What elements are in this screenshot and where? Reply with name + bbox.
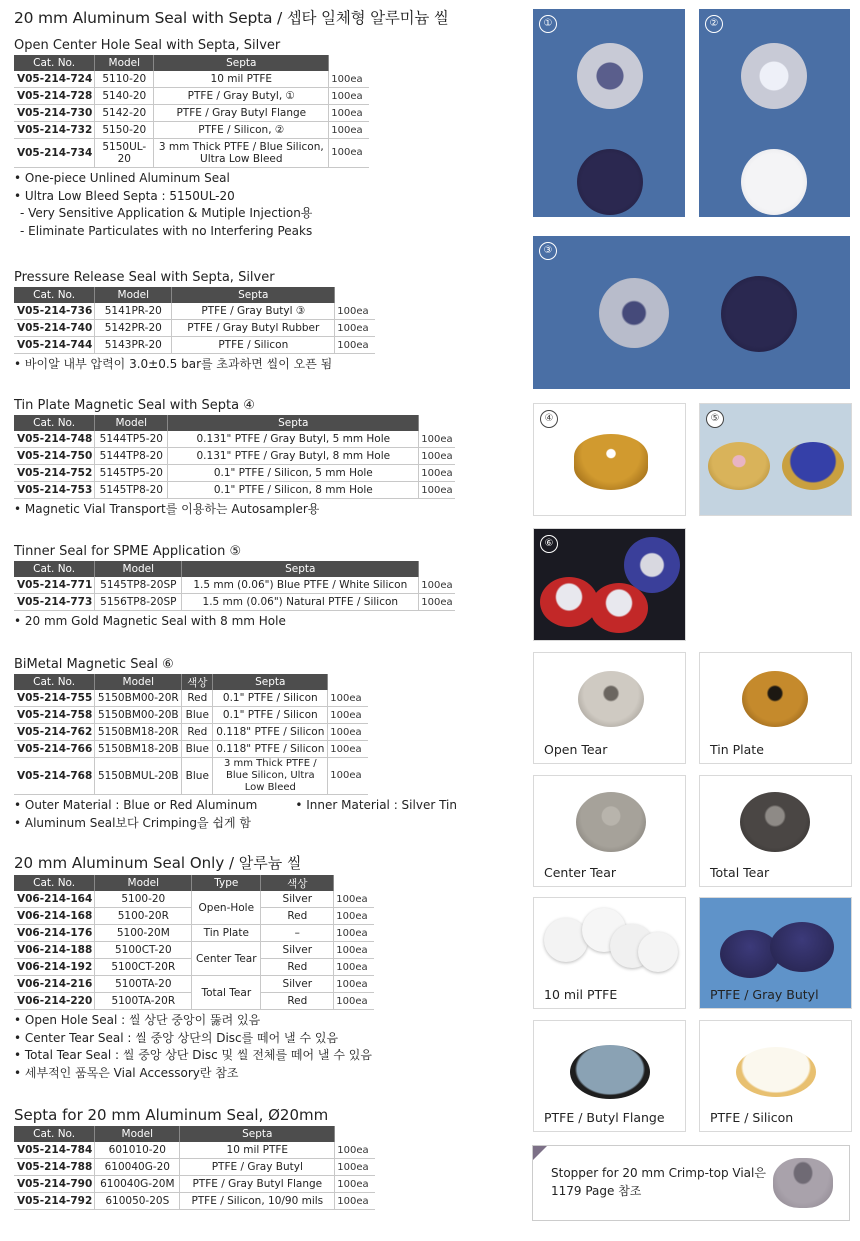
- table-row: V05-214-790 610040G-20M PTFE / Gray Butyl Flange 100ea: [14, 1176, 375, 1193]
- photo-butyl-flange: [533, 1020, 686, 1132]
- col-color: 색상: [261, 875, 334, 891]
- badge-6: ⑥: [540, 535, 558, 553]
- section-spme: [14, 544, 455, 631]
- center-tear-seal-icon: [576, 792, 646, 852]
- table-spme: [14, 561, 455, 611]
- col-color: 색상: [182, 674, 213, 690]
- table-row: V05-214-724 5110-20 10 mil PTFE 100ea: [14, 71, 369, 88]
- badge-5: ⑤: [706, 410, 724, 428]
- table-row: V05-214-750 5144TP8-20 0.131" PTFE / Gray Butyl, 8 mm Hole 100ea: [14, 448, 455, 465]
- table-open-center: [14, 55, 369, 168]
- badge-2: ②: [705, 15, 723, 33]
- section-heading: 20 mm Aluminum Seal Only / 알루늄 씰: [14, 854, 302, 872]
- col-model: Model: [95, 415, 168, 431]
- col-cat: Cat. No.: [14, 561, 95, 577]
- stopper-line-1: Stopper for 20 mm Crimp-top Vial은: [551, 1166, 766, 1180]
- table-septa: [14, 1126, 375, 1210]
- section-heading: Tinner Seal for SPME Application ⑤: [14, 544, 242, 559]
- section-tin-plate: [14, 398, 455, 519]
- seal-top-icon: [599, 278, 669, 348]
- col-septa: Septa: [180, 1126, 335, 1142]
- table-row: V05-214-728 5140-20 PTFE / Gray Butyl, ① 100ea: [14, 88, 369, 105]
- photo-silicon: [699, 1020, 852, 1132]
- table-row: V06-214-168 5100-20R Red 100ea: [14, 908, 374, 925]
- section-seal-only: [14, 852, 374, 1082]
- table-row: V05-214-755 5150BM00-20R Red 0.1" PTFE / Silicon 100ea: [14, 690, 368, 707]
- section-pressure-release: [14, 270, 375, 374]
- caption: Open Tear: [544, 742, 608, 757]
- seal-top-icon: [741, 43, 807, 109]
- table-row: V05-214-788 610040G-20 PTFE / Gray Butyl 100ea: [14, 1159, 375, 1176]
- section-heading: Tin Plate Magnetic Seal with Septa ④: [14, 398, 255, 413]
- photo-center-tear: [533, 775, 686, 887]
- col-cat: Cat. No.: [14, 287, 95, 303]
- table-row: V05-214-740 5142PR-20 PTFE / Gray Butyl Rubber 100ea: [14, 320, 375, 337]
- notes: • 바이알 내부 압력이 3.0±0.5 bar를 초과하면 씰이 오픈 됨: [14, 357, 333, 371]
- col-model: Model: [95, 561, 182, 577]
- col-cat: Cat. No.: [14, 1126, 95, 1142]
- table-bimetal: [14, 674, 368, 795]
- caption: PTFE / Silicon: [710, 1110, 794, 1125]
- seal-top-icon: [577, 43, 643, 109]
- gold-seal-icon: [574, 434, 648, 490]
- table-row: V05-214-773 5156TP8-20SP 1.5 mm (0.06") Natural PTFE / Silicon 100ea: [14, 594, 455, 611]
- gold-seal-icon: [708, 442, 770, 490]
- col-model: Model: [95, 875, 192, 891]
- table-row: V05-214-753 5145TP8-20 0.1" PTFE / Silicon, 8 mm Hole 100ea: [14, 482, 455, 499]
- badge-4: ④: [540, 410, 558, 428]
- col-septa: Septa: [182, 561, 419, 577]
- table-tin-plate: [14, 415, 455, 499]
- notes: • Outer Material : Blue or Red Aluminum • Inner Material : Silver Tin • Aluminum Seal보다 Crimping을 쉽게 함: [14, 798, 457, 830]
- col-model: Model: [95, 55, 154, 71]
- section-open-center: [14, 38, 369, 240]
- blue-seal-icon: [624, 537, 680, 593]
- table-row: V05-214-730 5142-20 PTFE / Gray Butyl Flange 100ea: [14, 105, 369, 122]
- blue-seal-icon: [782, 442, 844, 490]
- table-row: V06-214-192 5100CT-20R Red 100ea: [14, 959, 374, 976]
- section-septa: [14, 1106, 375, 1210]
- caption: PTFE / Gray Butyl: [710, 987, 819, 1002]
- col-septa: Septa: [168, 415, 419, 431]
- col-type: Type: [192, 875, 261, 891]
- section-heading: BiMetal Magnetic Seal ⑥: [14, 657, 174, 672]
- table-row: V06-214-220 5100TA-20R Red 100ea: [14, 993, 374, 1010]
- catalog-left: [14, 6, 514, 33]
- col-septa: Septa: [213, 674, 328, 690]
- page-title: 20 mm Aluminum Seal with Septa / 셉타 일체형 알루미늄 씰: [14, 9, 449, 27]
- table-row: V05-214-734 5150UL-20 3 mm Thick PTFE / Blue Silicon, Ultra Low Bleed 100ea: [14, 139, 369, 168]
- col-model: Model: [95, 287, 172, 303]
- badge-1: ①: [539, 15, 557, 33]
- tin-plate-seal-icon: [742, 671, 808, 727]
- section-heading: Septa for 20 mm Aluminum Seal, Ø20mm: [14, 1106, 329, 1124]
- butyl-disc-icon: [770, 922, 834, 972]
- septa-bottom-icon: [577, 149, 643, 215]
- photo-1: [533, 9, 685, 217]
- badge-3: ③: [539, 242, 557, 260]
- caption: PTFE / Butyl Flange: [544, 1110, 665, 1125]
- photo-10mil-ptfe: [533, 897, 686, 1009]
- section-heading: Open Center Hole Seal with Septa, Silver: [14, 38, 281, 53]
- stopper-line-2: 1179 Page 참조: [551, 1184, 642, 1198]
- photo-5: [699, 403, 852, 516]
- col-model: Model: [95, 674, 182, 690]
- total-tear-seal-icon: [740, 792, 810, 852]
- table-row: V05-214-736 5141PR-20 PTFE / Gray Butyl ③ 100ea: [14, 303, 375, 320]
- caption: Center Tear: [544, 865, 617, 880]
- table-row: V06-214-188 5100CT-20 Center Tear Silver 100ea: [14, 942, 374, 959]
- notes: • 20 mm Gold Magnetic Seal with 8 mm Hole: [14, 614, 286, 628]
- ptfe-disc-icon: [544, 918, 588, 962]
- caption: Total Tear: [710, 865, 770, 880]
- stopper-icon: [773, 1158, 833, 1208]
- table-seal-only: [14, 875, 374, 1010]
- table-row: V05-214-766 5150BM18-20B Blue 0.118" PTFE / Silicon 100ea: [14, 741, 368, 758]
- septa-bottom-icon: [721, 276, 797, 352]
- col-cat: Cat. No.: [14, 674, 95, 690]
- septa-bottom-icon: [741, 149, 807, 215]
- caption: Tin Plate: [710, 742, 764, 757]
- col-septa: Septa: [154, 55, 329, 71]
- table-row: V05-214-762 5150BM18-20R Red 0.118" PTFE / Silicon 100ea: [14, 724, 368, 741]
- flange-septa-icon: [570, 1045, 650, 1099]
- table-row: V05-214-784 601010-20 10 mil PTFE 100ea: [14, 1142, 375, 1159]
- section-heading: Pressure Release Seal with Septa, Silver: [14, 270, 275, 285]
- photo-gray-butyl: [699, 897, 852, 1009]
- photo-2: [699, 9, 850, 217]
- corner-mark: [533, 1146, 547, 1160]
- silicon-septa-icon: [736, 1047, 816, 1097]
- notes: • One-piece Unlined Aluminum Seal • Ultra Low Bleed Septa : 5150UL-20 - Very Sensitive Application & Mutiple Injection용 - Eliminate Particulates with no Interfering Peaks: [14, 171, 313, 238]
- section-bimetal: [14, 657, 457, 832]
- photo-3: [533, 236, 850, 389]
- notes: • Open Hole Seal : 씰 상단 중앙이 뚫려 있음 • Center Tear Seal : 씰 중앙 상단의 Disc를 떼어 낼 수 있음 • Total Tear Seal : 씰 중앙 상단 Disc 및 씰 전체를 떼어 낼 수 있음 • 세부적인 품목은 Vial Accessory란 참조: [14, 1013, 372, 1080]
- table-row: V06-214-164 5100-20 Open-Hole Silver 100ea: [14, 891, 374, 908]
- caption: 10 mil PTFE: [544, 987, 618, 1002]
- table-row: V06-214-216 5100TA-20 Total Tear Silver 100ea: [14, 976, 374, 993]
- table-row: V05-214-792 610050-20S PTFE / Silicon, 10/90 mils 100ea: [14, 1193, 375, 1210]
- table-row: V05-214-752 5145TP5-20 0.1" PTFE / Silicon, 5 mm Hole 100ea: [14, 465, 455, 482]
- col-cat: Cat. No.: [14, 415, 95, 431]
- red-seal-icon: [590, 583, 648, 633]
- table-pressure-release: [14, 287, 375, 354]
- col-cat: Cat. No.: [14, 875, 95, 891]
- photo-open-tear: [533, 652, 686, 764]
- ptfe-disc-icon: [638, 932, 678, 972]
- red-seal-icon: [540, 577, 598, 627]
- photo-6: [533, 528, 686, 641]
- open-tear-seal-icon: [578, 671, 644, 727]
- table-row: V05-214-732 5150-20 PTFE / Silicon, ② 100ea: [14, 122, 369, 139]
- table-row: V05-214-768 5150BMUL-20B Blue 3 mm Thick PTFE / Blue Silicon, Ultra Low Bleed 100ea: [14, 758, 368, 795]
- table-row: V05-214-771 5145TP8-20SP 1.5 mm (0.06") Blue PTFE / White Silicon 100ea: [14, 577, 455, 594]
- notes: • Magnetic Vial Transport를 이용하는 Autosampler용: [14, 502, 320, 516]
- photo-tin-plate: [699, 652, 852, 764]
- col-septa: Septa: [172, 287, 335, 303]
- table-row: V05-214-744 5143PR-20 PTFE / Silicon 100ea: [14, 337, 375, 354]
- col-cat: Cat. No.: [14, 55, 95, 71]
- col-model: Model: [95, 1126, 180, 1142]
- photo-total-tear: [699, 775, 852, 887]
- table-row: V05-214-748 5144TP5-20 0.131" PTFE / Gray Butyl, 5 mm Hole 100ea: [14, 431, 455, 448]
- table-row: V05-214-758 5150BM00-20B Blue 0.1" PTFE / Silicon 100ea: [14, 707, 368, 724]
- table-row: V06-214-176 5100-20M Tin Plate – 100ea: [14, 925, 374, 942]
- stopper-note: [532, 1145, 850, 1221]
- photo-4: [533, 403, 686, 516]
